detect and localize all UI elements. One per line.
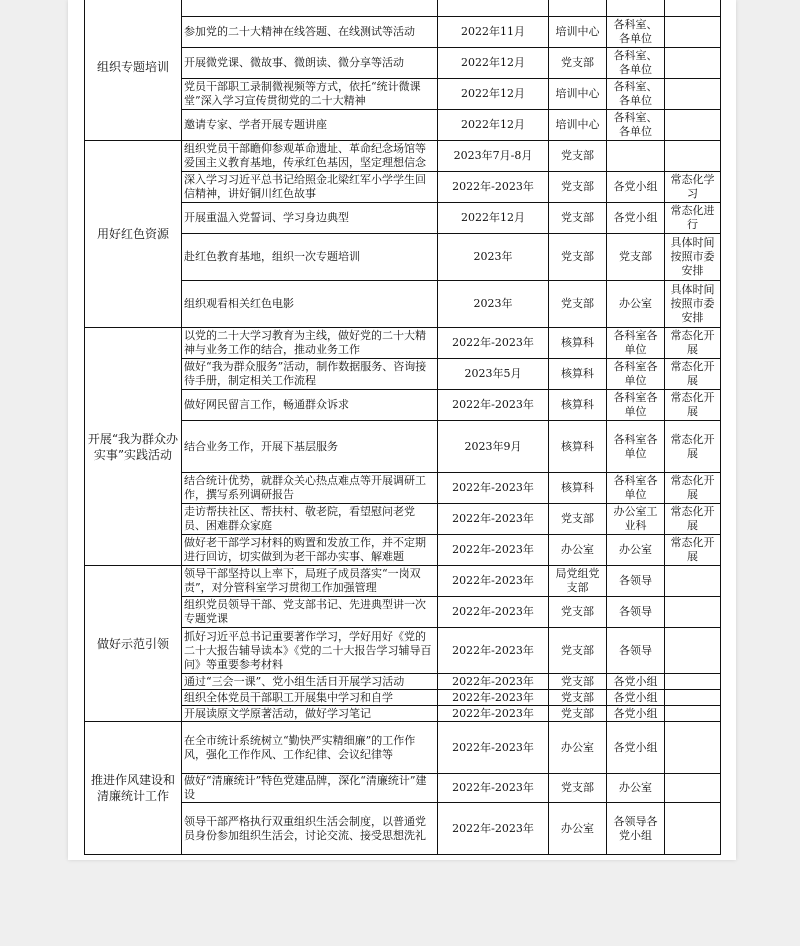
lead-dept-cell: 党支部 xyxy=(549,690,607,706)
task-cell: 开展微党课、微故事、微朗读、微分享等活动 xyxy=(182,48,438,79)
task-cell: 做好网民留言工作，畅通群众诉求 xyxy=(182,390,438,421)
category-cell: 做好示范引领 xyxy=(85,566,182,722)
time-cell: 2022年12月 xyxy=(438,203,549,234)
task-cell: 领导干部坚持以上率下，局班子成员落实“一岗双责”，对分管科室学习贯彻工作加强管理 xyxy=(182,566,438,597)
time-cell: 2022年12月 xyxy=(438,79,549,110)
remark-cell: 常态化开展 xyxy=(665,473,721,504)
category-cell: 开展“我为群众办实事”实践活动 xyxy=(85,328,182,566)
remark-cell xyxy=(665,141,721,172)
remark-cell xyxy=(665,110,721,141)
task-cell: 以党的二十大学习教育为主线，做好党的二十大精神与业务工作的结合，推动业务工作 xyxy=(182,328,438,359)
remark-cell: 常态化开展 xyxy=(665,535,721,566)
lead-dept-cell: 党支部 xyxy=(549,597,607,628)
time-cell: 2022年-2023年 xyxy=(438,774,549,803)
lead-dept-cell: 党支部 xyxy=(549,48,607,79)
task-cell xyxy=(182,0,438,17)
responsible-cell: 各科室各单位 xyxy=(607,473,665,504)
time-cell: 2022年-2023年 xyxy=(438,390,549,421)
responsible-cell: 各党小组 xyxy=(607,203,665,234)
responsible-cell: 各科室各单位 xyxy=(607,421,665,473)
responsible-cell: 各党小组 xyxy=(607,706,665,722)
time-cell: 2022年12月 xyxy=(438,48,549,79)
time-cell: 2022年-2023年 xyxy=(438,803,549,855)
responsible-cell: 办公室 xyxy=(607,774,665,803)
responsible-cell: 各党小组 xyxy=(607,172,665,203)
responsible-cell: 各领导 xyxy=(607,628,665,674)
lead-dept-cell: 核算科 xyxy=(549,328,607,359)
task-cell: 开展重温入党誓词、学习身边典型 xyxy=(182,203,438,234)
lead-dept-cell: 办公室 xyxy=(549,803,607,855)
lead-dept-cell: 党支部 xyxy=(549,281,607,328)
responsible-cell xyxy=(607,0,665,17)
remark-cell xyxy=(665,706,721,722)
task-cell: 组织党员领导干部、党支部书记、先进典型讲一次专题党课 xyxy=(182,597,438,628)
time-cell: 2022年-2023年 xyxy=(438,473,549,504)
time-cell: 2022年-2023年 xyxy=(438,566,549,597)
table-row xyxy=(85,722,721,774)
remark-cell xyxy=(665,674,721,690)
task-cell: 开展读原文学原著活动，做好学习笔记 xyxy=(182,706,438,722)
time-cell: 2023年5月 xyxy=(438,359,549,390)
time-cell: 2022年-2023年 xyxy=(438,690,549,706)
lead-dept-cell: 培训中心 xyxy=(549,110,607,141)
remark-cell xyxy=(665,17,721,48)
time-cell: 2023年 xyxy=(438,281,549,328)
responsible-cell: 各领导 xyxy=(607,566,665,597)
task-cell: 参加党的二十大精神在线答题、在线测试等活动 xyxy=(182,17,438,48)
time-cell: 2022年-2023年 xyxy=(438,535,549,566)
responsible-cell: 办公室 xyxy=(607,281,665,328)
responsible-cell: 各科室各单位 xyxy=(607,359,665,390)
lead-dept-cell: 党支部 xyxy=(549,628,607,674)
lead-dept-cell: 办公室 xyxy=(549,722,607,774)
responsible-cell: 各党小组 xyxy=(607,722,665,774)
task-cell: 组织观看相关红色电影 xyxy=(182,281,438,328)
table-body xyxy=(85,0,721,855)
responsible-cell: 各科室、各单位 xyxy=(607,110,665,141)
time-cell: 2022年-2023年 xyxy=(438,722,549,774)
remark-cell: 常态化进行 xyxy=(665,203,721,234)
time-cell: 2022年-2023年 xyxy=(438,628,549,674)
remark-cell xyxy=(665,803,721,855)
lead-dept-cell: 党支部 xyxy=(549,141,607,172)
time-cell: 2022年-2023年 xyxy=(438,706,549,722)
remark-cell: 常态化开展 xyxy=(665,504,721,535)
remark-cell xyxy=(665,774,721,803)
table-row xyxy=(85,328,721,359)
remark-cell: 具体时间按照市委安排 xyxy=(665,281,721,328)
task-cell: 做好“我为群众服务”活动，制作数据服务、咨询接待手册，制定相关工作流程 xyxy=(182,359,438,390)
responsible-cell: 各党小组 xyxy=(607,674,665,690)
responsible-cell: 各科室各单位 xyxy=(607,390,665,421)
table-row xyxy=(85,141,721,172)
time-cell: 2022年11月 xyxy=(438,17,549,48)
table-row xyxy=(85,0,721,17)
task-cell: 做好“清廉统计”特色党建品牌，深化“清廉统计”建设 xyxy=(182,774,438,803)
time-cell: 2022年-2023年 xyxy=(438,172,549,203)
task-cell: 组织全体党员干部职工开展集中学习和自学 xyxy=(182,690,438,706)
lead-dept-cell: 核算科 xyxy=(549,421,607,473)
lead-dept-cell: 核算科 xyxy=(549,390,607,421)
task-cell: 抓好习近平总书记重要著作学习，学好用好《党的二十大报告辅导读本》《党的二十大报告学习辅导百问》等重要参考材料 xyxy=(182,628,438,674)
remark-cell xyxy=(665,0,721,17)
task-cell: 通过“三会一课”、党小组生活日开展学习活动 xyxy=(182,674,438,690)
time-cell: 2022年-2023年 xyxy=(438,674,549,690)
responsible-cell: 党支部 xyxy=(607,234,665,281)
remark-cell xyxy=(665,722,721,774)
lead-dept-cell: 党支部 xyxy=(549,774,607,803)
time-cell: 2022年-2023年 xyxy=(438,504,549,535)
lead-dept-cell xyxy=(549,0,607,17)
remark-cell xyxy=(665,48,721,79)
task-cell: 深入学习习近平总书记给照金北梁红军小学学生回信精神，讲好铜川红色故事 xyxy=(182,172,438,203)
remark-cell xyxy=(665,628,721,674)
task-cell: 结合统计优势，就群众关心热点难点等开展调研工作，撰写系列调研报告 xyxy=(182,473,438,504)
responsible-cell xyxy=(607,141,665,172)
responsible-cell: 各领导各党小组 xyxy=(607,803,665,855)
category-cell: 用好红色资源 xyxy=(85,141,182,328)
responsible-cell: 办公室 xyxy=(607,535,665,566)
responsible-cell: 各科室、各单位 xyxy=(607,79,665,110)
remark-cell: 常态化开展 xyxy=(665,359,721,390)
remark-cell xyxy=(665,79,721,110)
category-cell: 推进作风建设和清廉统计工作 xyxy=(85,722,182,855)
time-cell: 2022年-2023年 xyxy=(438,328,549,359)
time-cell: 2023年7月-8月 xyxy=(438,141,549,172)
remark-cell: 常态化开展 xyxy=(665,390,721,421)
task-cell: 邀请专家、学者开展专题讲座 xyxy=(182,110,438,141)
lead-dept-cell: 党支部 xyxy=(549,674,607,690)
lead-dept-cell: 党支部 xyxy=(549,504,607,535)
table-row xyxy=(85,566,721,597)
task-cell: 走访帮扶社区、帮扶村、敬老院，看望慰问老党员、困难群众家庭 xyxy=(182,504,438,535)
task-cell: 党员干部职工录制微视频等方式，依托“统计微课堂”深入学习宣传贯彻党的二十大精神 xyxy=(182,79,438,110)
time-cell: 2022年-2023年 xyxy=(438,597,549,628)
task-cell: 领导干部严格执行双重组织生活会制度，以普通党员身份参加组织生活会，讨论交流、接受思想洗礼 xyxy=(182,803,438,855)
time-cell: 2023年9月 xyxy=(438,421,549,473)
task-cell: 在全市统计系统树立“勤快严实精细廉”的工作作风，强化工作作风、工作纪律、会议纪律等 xyxy=(182,722,438,774)
task-cell: 做好老干部学习材料的购置和发放工作，并不定期进行回访，切实做到为老干部办实事、解难题 xyxy=(182,535,438,566)
remark-cell: 常态化开展 xyxy=(665,421,721,473)
remark-cell xyxy=(665,566,721,597)
lead-dept-cell: 党支部 xyxy=(549,203,607,234)
lead-dept-cell: 核算科 xyxy=(549,359,607,390)
remark-cell xyxy=(665,690,721,706)
lead-dept-cell: 办公室 xyxy=(549,535,607,566)
task-cell: 结合业务工作，开展下基层服务 xyxy=(182,421,438,473)
lead-dept-cell: 培训中心 xyxy=(549,17,607,48)
lead-dept-cell: 党支部 xyxy=(549,172,607,203)
task-cell: 组织党员干部瞻仰参观革命遗址、革命纪念场馆等爱国主义教育基地，传承红色基因，坚定理想信念 xyxy=(182,141,438,172)
time-cell: 2023年 xyxy=(438,234,549,281)
remark-cell xyxy=(665,597,721,628)
responsible-cell: 各科室、各单位 xyxy=(607,17,665,48)
responsible-cell: 各科室、各单位 xyxy=(607,48,665,79)
responsible-cell: 各党小组 xyxy=(607,690,665,706)
lead-dept-cell: 党支部 xyxy=(549,234,607,281)
lead-dept-cell: 局党组党支部 xyxy=(549,566,607,597)
lead-dept-cell: 培训中心 xyxy=(549,79,607,110)
remark-cell: 常态化学习 xyxy=(665,172,721,203)
task-cell: 赴红色教育基地，组织一次专题培训 xyxy=(182,234,438,281)
responsible-cell: 办公室工业科 xyxy=(607,504,665,535)
remark-cell: 具体时间按照市委安排 xyxy=(665,234,721,281)
category-cell: 组织专题培训 xyxy=(85,0,182,141)
lead-dept-cell: 党支部 xyxy=(549,706,607,722)
responsible-cell: 各领导 xyxy=(607,597,665,628)
remark-cell: 常态化开展 xyxy=(665,328,721,359)
time-cell xyxy=(438,0,549,17)
time-cell: 2022年12月 xyxy=(438,110,549,141)
responsible-cell: 各科室各单位 xyxy=(607,328,665,359)
lead-dept-cell: 核算科 xyxy=(549,473,607,504)
work-plan-table xyxy=(84,0,721,855)
